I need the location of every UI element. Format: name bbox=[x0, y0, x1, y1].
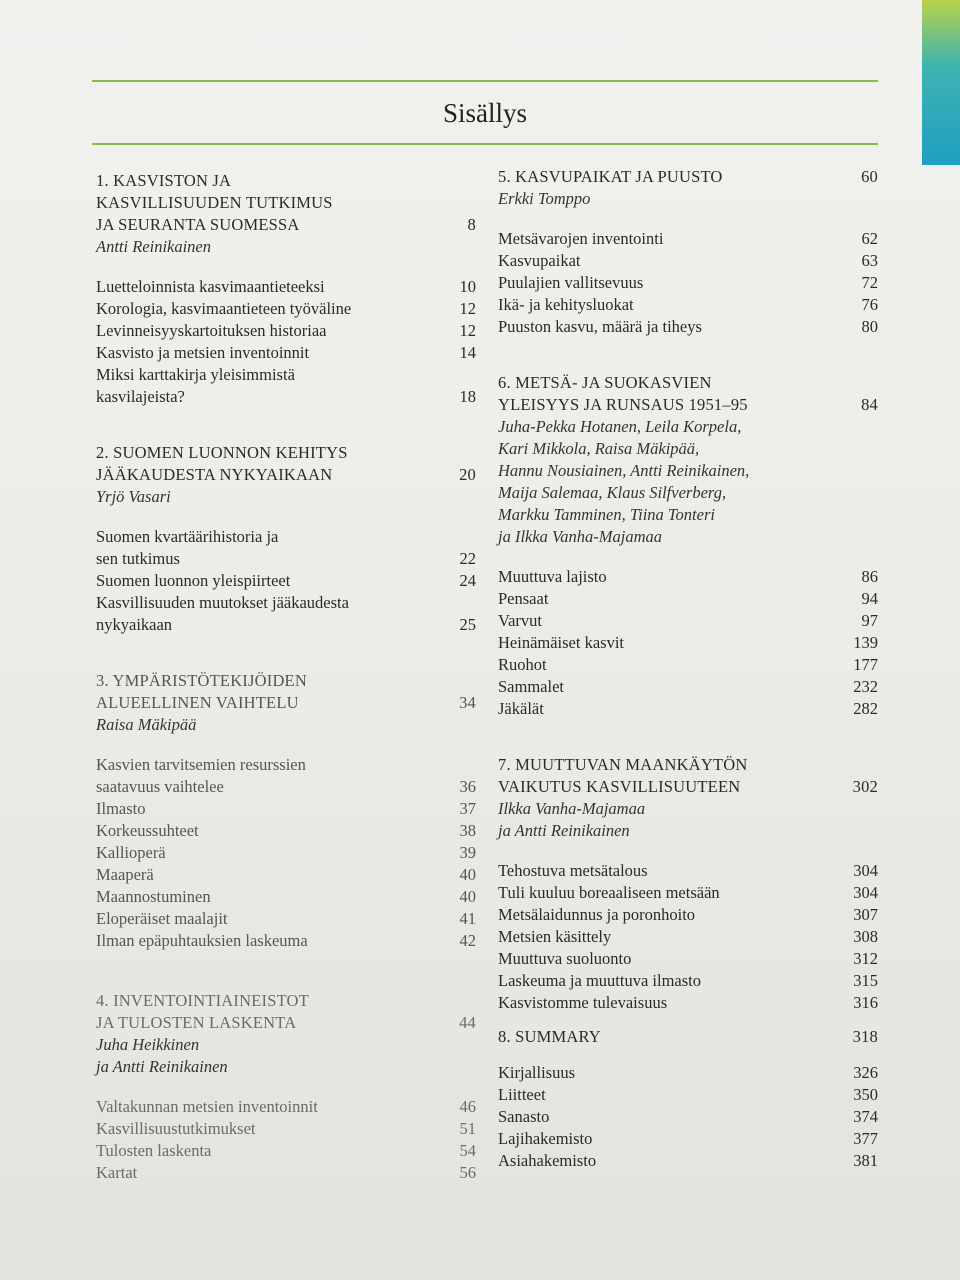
toc-entry-page: 94 bbox=[861, 589, 878, 608]
toc-entry[interactable] bbox=[498, 992, 878, 1014]
section-heading-page: 60 bbox=[861, 167, 878, 186]
toc-entry[interactable] bbox=[498, 588, 878, 610]
top-rule bbox=[92, 80, 878, 82]
toc-entry[interactable] bbox=[96, 864, 476, 886]
toc-entry-page: 56 bbox=[459, 1163, 476, 1182]
toc-entry[interactable] bbox=[498, 1150, 878, 1172]
section-heading-page: 20 bbox=[459, 465, 476, 484]
toc-entry-page: 54 bbox=[459, 1141, 476, 1160]
section-heading[interactable] bbox=[498, 166, 878, 188]
toc-entry-title: Kasvien tarvitsemien resurssien saatavuus vaihtelee bbox=[96, 755, 306, 796]
toc-entry[interactable] bbox=[96, 592, 476, 636]
toc-entry-page: 139 bbox=[853, 633, 878, 652]
toc-right-column bbox=[498, 166, 878, 1172]
toc-entry-title: Metsävarojen inventointi bbox=[498, 229, 664, 248]
toc-entry-page: 308 bbox=[853, 927, 878, 946]
section-authors: Juha Heikkinen ja Antti Reinikainen bbox=[96, 1035, 228, 1076]
toc-entry-page: 232 bbox=[853, 677, 878, 696]
toc-entry-page: 36 bbox=[459, 777, 476, 796]
toc-entry-page: 12 bbox=[459, 299, 476, 318]
toc-entry-title: Luetteloinnista kasvimaantieteeksi bbox=[96, 277, 325, 296]
toc-section bbox=[96, 442, 476, 636]
section-heading-title: 8. SUMMARY bbox=[498, 1027, 601, 1046]
toc-entry-page: 63 bbox=[861, 251, 878, 270]
toc-entry-title: Ilman epäpuhtauksien laskeuma bbox=[96, 931, 308, 950]
toc-entry[interactable] bbox=[96, 754, 476, 798]
section-spacer bbox=[498, 1048, 878, 1062]
toc-entry[interactable] bbox=[498, 948, 878, 970]
toc-entry[interactable] bbox=[498, 904, 878, 926]
toc-entry-page: 62 bbox=[861, 229, 878, 248]
toc-entry-page: 38 bbox=[459, 821, 476, 840]
toc-entry[interactable] bbox=[498, 654, 878, 676]
toc-entry-page: 40 bbox=[459, 865, 476, 884]
section-heading-page: 34 bbox=[459, 693, 476, 712]
toc-entry-title: Laskeuma ja muuttuva ilmasto bbox=[498, 971, 701, 990]
toc-entry[interactable] bbox=[498, 1128, 878, 1150]
toc-entry-page: 304 bbox=[853, 861, 878, 880]
toc-section bbox=[96, 170, 476, 408]
section-heading-page: 318 bbox=[852, 1027, 878, 1046]
toc-entry[interactable] bbox=[96, 276, 476, 298]
section-heading-title: 3. YMPÄRISTÖTEKIJÖIDEN ALUEELLINEN VAIHTELU bbox=[96, 671, 307, 712]
toc-entry[interactable] bbox=[498, 1084, 878, 1106]
toc-section bbox=[96, 990, 476, 1184]
toc-entry-page: 326 bbox=[853, 1063, 878, 1082]
toc-entry[interactable] bbox=[96, 908, 476, 930]
toc-entry-title: Sammalet bbox=[498, 677, 564, 696]
toc-entry-page: 12 bbox=[459, 321, 476, 340]
toc-entry-page: 24 bbox=[459, 571, 476, 590]
toc-entry[interactable] bbox=[498, 294, 878, 316]
toc-entry-title: Kasvupaikat bbox=[498, 251, 581, 270]
toc-entry-title: Suomen kvartäärihistoria ja sen tutkimus bbox=[96, 527, 279, 568]
toc-entry-page: 377 bbox=[853, 1129, 878, 1148]
toc-entry-title: Ikä- ja kehitysluokat bbox=[498, 295, 634, 314]
section-heading-title: 4. INVENTOINTIAINEISTOT JA TULOSTEN LASKENTA bbox=[96, 991, 309, 1032]
toc-entry-page: 22 bbox=[459, 549, 476, 568]
section-heading-page: 8 bbox=[467, 215, 476, 234]
toc-entry-title: Suomen luonnon yleispiirteet bbox=[96, 571, 291, 590]
toc-entry[interactable] bbox=[96, 364, 476, 408]
toc-entry[interactable] bbox=[498, 1062, 878, 1084]
toc-entry-page: 51 bbox=[459, 1119, 476, 1138]
toc-entry[interactable] bbox=[96, 798, 476, 820]
toc-entry-title: Tulosten laskenta bbox=[96, 1141, 212, 1160]
toc-entry-page: 39 bbox=[459, 843, 476, 862]
toc-entry-title: Ruohot bbox=[498, 655, 547, 674]
section-heading[interactable] bbox=[96, 670, 476, 714]
toc-entry-title: Eloperäiset maalajit bbox=[96, 909, 228, 928]
toc-entry-page: 41 bbox=[459, 909, 476, 928]
toc-entry-title: Puulajien vallitsevuus bbox=[498, 273, 644, 292]
toc-entry-page: 37 bbox=[459, 799, 476, 818]
section-heading-title: 7. MUUTTUVAN MAANKÄYTÖN VAIKUTUS KASVILLISUUTEEN bbox=[498, 755, 748, 796]
toc-entry-title: Jäkälät bbox=[498, 699, 544, 718]
toc-entry-page: 282 bbox=[853, 699, 878, 718]
toc-entry[interactable] bbox=[96, 570, 476, 592]
toc-entry[interactable] bbox=[498, 970, 878, 992]
toc-entry[interactable] bbox=[96, 886, 476, 908]
section-authors: Raisa Mäkipää bbox=[96, 715, 197, 734]
toc-section bbox=[96, 670, 476, 952]
section-heading[interactable] bbox=[96, 442, 476, 486]
toc-entry[interactable] bbox=[498, 1106, 878, 1128]
toc-entry[interactable] bbox=[498, 676, 878, 698]
toc-entry-page: 86 bbox=[861, 567, 878, 586]
toc-entry[interactable] bbox=[498, 882, 878, 904]
toc-entry[interactable] bbox=[96, 298, 476, 320]
section-heading-title: 2. SUOMEN LUONNON KEHITYS JÄÄKAUDESTA NYKYAIKAAN bbox=[96, 443, 348, 484]
toc-entry-title: Kasvisto ja metsien inventoinnit bbox=[96, 343, 310, 362]
title-rule bbox=[92, 143, 878, 145]
toc-section bbox=[498, 166, 878, 338]
toc-entry-page: 177 bbox=[853, 655, 878, 674]
toc-section bbox=[498, 372, 878, 720]
section-heading[interactable] bbox=[498, 754, 878, 798]
toc-entry-page: 381 bbox=[853, 1151, 878, 1170]
toc-entry-title: Korkeussuhteet bbox=[96, 821, 199, 840]
toc-entry[interactable] bbox=[96, 1162, 476, 1184]
toc-entry[interactable] bbox=[96, 526, 476, 570]
toc-entry-title: Metsälaidunnus ja poronhoito bbox=[498, 905, 696, 924]
toc-entry-title: Varvut bbox=[498, 611, 542, 630]
toc-entry-title: Liitteet bbox=[498, 1085, 546, 1104]
toc-entry-title: Asiahakemisto bbox=[498, 1151, 597, 1170]
section-heading-page: 84 bbox=[861, 395, 878, 414]
toc-entry[interactable] bbox=[96, 930, 476, 952]
section-heading[interactable] bbox=[498, 372, 878, 416]
section-authors: Erkki Tomppo bbox=[498, 189, 591, 208]
section-heading[interactable] bbox=[498, 1026, 878, 1048]
toc-entry-page: 97 bbox=[861, 611, 878, 630]
toc-entry[interactable] bbox=[96, 320, 476, 342]
toc-entry-title: Kirjallisuus bbox=[498, 1063, 575, 1082]
toc-entry-page: 307 bbox=[853, 905, 878, 924]
toc-entry-title: Muuttuva lajisto bbox=[498, 567, 607, 586]
toc-entry[interactable] bbox=[498, 316, 878, 338]
toc-entry-title: Pensaat bbox=[498, 589, 549, 608]
toc-entry-page: 374 bbox=[853, 1107, 878, 1126]
toc-entry-title: Miksi karttakirja yleisimmistä kasvilajeista? bbox=[96, 365, 295, 406]
toc-entry-page: 304 bbox=[853, 883, 878, 902]
toc-entry-title: Maannostuminen bbox=[96, 887, 211, 906]
toc-entry-page: 25 bbox=[459, 615, 476, 634]
toc-entry[interactable] bbox=[96, 342, 476, 364]
toc-entry[interactable] bbox=[498, 566, 878, 588]
section-heading-title: 1. KASVISTON JA KASVILLISUUDEN TUTKIMUS JA SEURANTA SUOMESSA bbox=[96, 171, 333, 234]
toc-section bbox=[498, 754, 878, 1014]
section-heading-title: 5. KASVUPAIKAT JA PUUSTO bbox=[498, 167, 723, 186]
toc-entry[interactable] bbox=[498, 632, 878, 654]
toc-entry-title: Kasvillisuustutkimukset bbox=[96, 1119, 256, 1138]
toc-entry[interactable] bbox=[96, 1096, 476, 1118]
toc-entry[interactable] bbox=[498, 698, 878, 720]
toc-entry-page: 72 bbox=[861, 273, 878, 292]
toc-entry[interactable] bbox=[96, 1118, 476, 1140]
section-authors: Juha-Pekka Hotanen, Leila Korpela, Kari Mikkola, Raisa Mäkipää, Hannu Nousiainen, Antti Reinikainen, Maija Salemaa, Klaus Silfverberg, Markku Tamminen, Tiina Tonteri ja Ilkka Vanha-Majamaa bbox=[498, 417, 750, 546]
section-authors: Ilkka Vanha-Majamaa ja Antti Reinikainen bbox=[498, 799, 646, 840]
toc-entry-page: 40 bbox=[459, 887, 476, 906]
toc-entry-page: 316 bbox=[853, 993, 878, 1012]
toc-entry-page: 18 bbox=[459, 387, 476, 406]
toc-entry-page: 315 bbox=[853, 971, 878, 990]
toc-entry-title: Maaperä bbox=[96, 865, 154, 884]
toc-entry[interactable] bbox=[96, 842, 476, 864]
toc-entry-title: Valtakunnan metsien inventoinnit bbox=[96, 1097, 318, 1116]
page-title: Sisällys bbox=[442, 98, 528, 128]
toc-entry-title: Muuttuva suoluonto bbox=[498, 949, 632, 968]
toc-entry[interactable] bbox=[96, 820, 476, 842]
toc-entry-title: Kasvillisuuden muutokset jääkaudesta nykyaikaan bbox=[96, 593, 349, 634]
toc-entry-page: 10 bbox=[459, 277, 476, 296]
toc-left-column bbox=[96, 170, 476, 1184]
toc-entry-title: Kartat bbox=[96, 1163, 138, 1182]
toc-entry[interactable] bbox=[498, 860, 878, 882]
toc-entry-title: Puuston kasvu, määrä ja tiheys bbox=[498, 317, 702, 336]
toc-entry-page: 46 bbox=[459, 1097, 476, 1116]
toc-entry-title: Kallioperä bbox=[96, 843, 166, 862]
toc-entry[interactable] bbox=[498, 228, 878, 250]
toc-entry[interactable] bbox=[498, 610, 878, 632]
toc-entry[interactable] bbox=[96, 1140, 476, 1162]
toc-entry-title: Kasvistomme tulevaisuus bbox=[498, 993, 668, 1012]
toc-entry-page: 76 bbox=[861, 295, 878, 314]
toc-entry-page: 350 bbox=[853, 1085, 878, 1104]
section-heading[interactable] bbox=[96, 990, 476, 1034]
toc-entry-title: Tuli kuuluu boreaaliseen metsään bbox=[498, 883, 720, 902]
toc-entry-page: 80 bbox=[861, 317, 878, 336]
section-heading-page: 44 bbox=[459, 1013, 476, 1032]
toc-entry[interactable] bbox=[498, 272, 878, 294]
toc-entry-title: Lajihakemisto bbox=[498, 1129, 593, 1148]
section-authors: Yrjö Vasari bbox=[96, 487, 171, 506]
toc-entry-page: 312 bbox=[853, 949, 878, 968]
toc-entry-title: Levinneisyyskartoituksen historiaa bbox=[96, 321, 327, 340]
toc-entry-title: Sanasto bbox=[498, 1107, 550, 1126]
toc-entry-title: Heinämäiset kasvit bbox=[498, 633, 625, 652]
toc-entry[interactable] bbox=[498, 250, 878, 272]
section-heading-page: 302 bbox=[852, 777, 878, 796]
section-heading-title: 6. METSÄ- JA SUOKASVIEN YLEISYYS JA RUNSAUS 1951–95 bbox=[498, 373, 748, 414]
toc-entry-title: Korologia, kasvimaantieteen työväline bbox=[96, 299, 352, 318]
toc-section bbox=[498, 1026, 878, 1172]
toc-entry-title: Tehostuva metsätalous bbox=[498, 861, 648, 880]
toc-entry-page: 42 bbox=[459, 931, 476, 950]
toc-entry-page: 14 bbox=[459, 343, 476, 362]
toc-entry[interactable] bbox=[498, 926, 878, 948]
section-authors: Antti Reinikainen bbox=[96, 237, 212, 256]
section-heading[interactable] bbox=[96, 170, 476, 236]
toc-entry-title: Metsien käsittely bbox=[498, 927, 612, 946]
color-edge-tab bbox=[922, 0, 960, 165]
toc-entry-title: Ilmasto bbox=[96, 799, 146, 818]
